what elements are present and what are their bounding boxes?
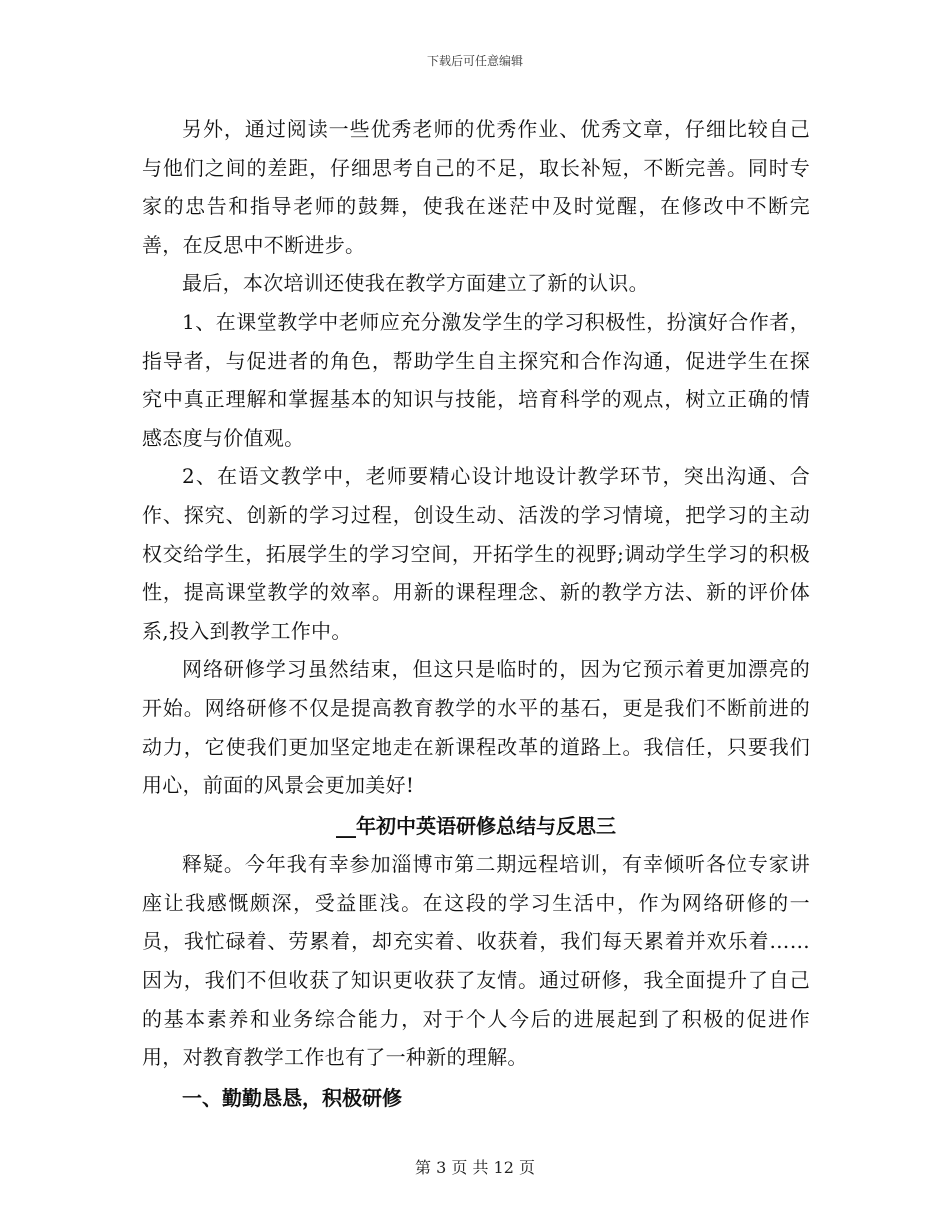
subheading-diligent-study: 一、勤勤恳恳，积极研修 bbox=[182, 1085, 402, 1110]
section-title: __年初中英语研修总结与反思三 bbox=[336, 813, 616, 838]
document-body bbox=[142, 110, 810, 1117]
page-number: 第 3 页 共 12 页 bbox=[415, 1158, 535, 1177]
paragraph-new-understanding: 最后，本次培训还使我在教学方面建立了新的认识。 bbox=[182, 271, 649, 296]
paragraph-point-2: 2、在语文教学中，老师要精心设计地设计教学环节，突出沟通、合作、探究、创新的学习过程，创设生动、活泼的学习情境，把学习的主动权交给学生，拓展学生的学习空间，开拓学生的视野;调动学生学习的积极性，提高课堂教学的效率。用新的课程理念、新的教学方法、新的评价体系,投入到教学工作中。 bbox=[142, 464, 810, 643]
page-header: 下载后可任意编辑 bbox=[426, 54, 523, 68]
paragraph-point-1: 1、在课堂教学中老师应充分激发学生的学习积极性，扮演好合作者，指导者，与促进者的角色，帮助学生自主探究和合作沟通，促进学生在探究中真正理解和掌握基本的知识与技能，培育科学的观点，树立正确的情感态度与价值观。 bbox=[142, 309, 810, 450]
paragraph-comparison: 另外，通过阅读一些优秀老师的优秀作业、优秀文章，仔细比较自己与他们之间的差距，仔细思考自己的不足，取长补短，不断完善。同时专家的忠告和指导老师的鼓舞，使我在迷茫中及时觉醒，在修改中不断完善，在反思中不断进步。 bbox=[142, 117, 810, 257]
paragraph-intro-reflection: 释疑。今年我有幸参加淄博市第二期远程培训，有幸倾听各位专家讲座让我感慨颇深，受益匪浅。在这段的学习生活中，作为网络研修的一员，我忙碌着、劳累着，却充实着、收获着，我们每天累着并欢乐着……因为，我们不但收获了知识更收获了友情。通过研修，我全面提升了自己的基本素养和业务综合能力，对于个人今后的进展起到了积极的促进作用，对教育教学工作也有了一种新的理解。 bbox=[142, 852, 810, 1070]
paragraph-conclusion: 网络研修学习虽然结束，但这只是临时的，因为它预示着更加漂亮的开始。网络研修不仅是提高教育教学的水平的基石，更是我们不断前进的动力，它使我们更加坚定地走在新课程改革的道路上。我信任，只要我们用心，前面的风景会更加美好! bbox=[142, 657, 810, 798]
